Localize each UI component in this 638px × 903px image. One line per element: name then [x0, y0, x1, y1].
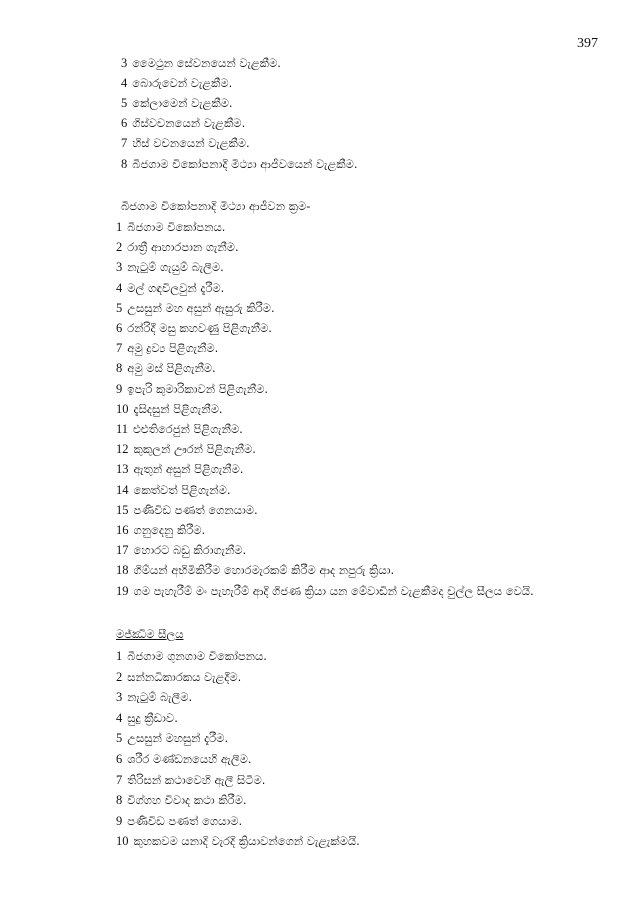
- list-item-text: විග්ගහ විවාද කථා කිරීම.: [127, 793, 247, 808]
- intro-list-item-text: බීජගාම විකෝපනාදි මිථ්‍යා ආජීවයෙන් වැළකීම.: [132, 157, 358, 171]
- list-item-text: බීජගාම ගුනගාම විකෝපනය.: [127, 649, 267, 663]
- intro-list-item-text: හිස් වචනයෙන් වැළකීම.: [132, 136, 250, 150]
- list-item-text: මල් ගඳවිලවුන් දැරීම.: [127, 280, 225, 295]
- list-item: [116, 503, 258, 517]
- list-item: [116, 523, 205, 537]
- list-item-text: අමු ද්‍රව්‍ය පිළිගැනීම.: [127, 341, 219, 356]
- list-item-number: 6: [116, 321, 123, 335]
- list-item-number: 4: [116, 280, 123, 295]
- list-item-number: 6: [116, 752, 123, 766]
- intro-list-item-number: 7: [121, 136, 128, 150]
- list-item-text: ඇතුන් අසුන් පිළිගැනීම.: [133, 462, 244, 477]
- list-item-number: 12: [116, 442, 129, 457]
- list-item: [116, 834, 360, 848]
- list-item: [116, 301, 275, 315]
- list-item-number: 16: [116, 523, 129, 537]
- list-item-text: එළුතිරෙජුන් පිළිගැනීම.: [133, 422, 243, 436]
- page-number: 397: [577, 36, 598, 51]
- list-item: [116, 321, 272, 335]
- list-item-number: 5: [116, 300, 123, 315]
- intro-list-item-number: 8: [121, 157, 128, 171]
- list-item: [116, 814, 242, 828]
- list-item-text: රන්රිදී මසු කහවණු පිළිගැනීම.: [127, 321, 272, 335]
- list-item-text: ශරීර මණ්ඩනයෙහි ඇලීම.: [127, 752, 252, 766]
- list-item-number: 4: [116, 710, 123, 725]
- list-item: [116, 483, 231, 497]
- list-item: [116, 584, 534, 598]
- list-item: [116, 341, 218, 355]
- list-item-text: රාත්‍රී ආහාරපාන ගැනීම.: [127, 240, 239, 255]
- list-item: [116, 731, 228, 745]
- list-item-number: 10: [116, 401, 129, 416]
- list-item: [116, 543, 246, 557]
- list-item-number: 9: [116, 381, 123, 396]
- section-heading: [121, 199, 310, 213]
- intro-list-item-number: 3: [121, 56, 128, 70]
- list-item: [116, 422, 243, 436]
- list-item-text: කුකුලන් ඌරන් පිළිගැනීම.: [133, 442, 256, 457]
- list-item: [116, 382, 268, 396]
- list-item: [116, 361, 216, 375]
- intro-list-item: [121, 76, 232, 90]
- list-item-text: දැසිදසුන් පිළිගැනීම.: [133, 401, 223, 416]
- list-item: [116, 649, 267, 663]
- list-item-text: ගම පැහැරීම් මං පැහැරීම් ආදි ගිජණ ක්‍රියා යන මේවාඩින් වැළකීමද චුල්ල සීලය වෙයි.: [133, 583, 534, 598]
- intro-list-item: [121, 136, 250, 150]
- intro-list-item-text: බොරුවෙන් වැළකීම.: [132, 76, 233, 90]
- list-item-number: 10: [116, 834, 129, 849]
- list-item-text: අමු මස් පිළිගැනීම.: [127, 361, 216, 376]
- list-item-number: 15: [116, 502, 129, 517]
- intro-list-item-number: 5: [121, 96, 128, 110]
- list-item-number: 1: [116, 649, 123, 663]
- intro-list-item: [121, 116, 245, 130]
- section-heading-text: බීජගාම විකෝපනාදි මිථ්‍යා ආජීවන ක්‍රම-: [121, 199, 311, 213]
- list-item-number: 2: [116, 669, 123, 684]
- list-item-number: 9: [116, 813, 123, 828]
- intro-list-item-number: 4: [121, 76, 128, 90]
- list-item-text: උසසුන් මහ අසුන් ඇසුරු කිරීම.: [127, 300, 275, 315]
- list-item-number: 19: [116, 583, 129, 598]
- list-item: [116, 462, 243, 476]
- list-item-text: ගිම්යන් අභිමිකිරීම හොරමැරකම් කිරීම ආද නපුරු ක්‍රියා.: [133, 563, 395, 578]
- list-item-text: සන්නධිකාරකය වැළදීම.: [127, 669, 242, 684]
- intro-list-item-text: මෛථුන සේවනයෙන් වැළකීම.: [132, 56, 281, 70]
- list-item-number: 8: [116, 361, 123, 376]
- list-item-number: 3: [116, 690, 123, 705]
- intro-list-item: [121, 157, 358, 171]
- list-item-text: නැටුම් ගැයුම් බැලීම.: [127, 260, 224, 275]
- list-item: [116, 670, 241, 684]
- list-item: [116, 442, 256, 456]
- list-item-number: 1: [116, 220, 123, 234]
- list-item-text: තිරිසන් කථාවෙහි ඇලී සිටීම.: [127, 772, 266, 787]
- list-item: [116, 402, 223, 416]
- list-item-text: උසසුන් මහසුන් දැරීම.: [127, 731, 229, 746]
- intro-list-item-text: කේලාමෙන් වැළකීම.: [132, 96, 233, 110]
- list-item: [116, 793, 247, 807]
- list-item-number: 11: [116, 422, 129, 436]
- list-item-number: 5: [116, 731, 123, 746]
- list-item: [116, 563, 394, 577]
- list-item: [116, 752, 252, 766]
- list-item-text: නැටුම් බැලීම.: [127, 690, 193, 705]
- list-item: [116, 690, 192, 704]
- list-item-text: කෙත්වත් පිළිගැන්ම.: [133, 482, 231, 497]
- list-item-text: ඉපැරි කුමාරිකාවන් පිළිගැනීම.: [127, 381, 269, 396]
- list-item: [116, 773, 265, 787]
- list-item-text: බීජගාම විකෝපනය.: [127, 220, 226, 234]
- section-heading: [116, 627, 183, 641]
- list-item: [116, 281, 224, 295]
- list-item-text: ගනුදෙනු කිරීම.: [133, 523, 206, 537]
- section-heading-text: මජ්ඣිම සීලය: [116, 627, 184, 641]
- list-item-text: හොරට බඩු කිරාගැනීම.: [133, 543, 247, 558]
- list-item-number: 2: [116, 240, 123, 255]
- list-item-number: 18: [116, 563, 129, 578]
- list-item-number: 17: [116, 543, 129, 558]
- intro-list-item-text: ගිස්වචනයෙන් වැළකීම.: [132, 116, 246, 130]
- intro-list-item-number: 6: [121, 116, 128, 130]
- intro-list-item: [121, 56, 281, 70]
- list-item-text: පණිවිඩ පණත් ගෙයාම.: [127, 813, 243, 828]
- list-item-number: 7: [116, 341, 123, 356]
- list-item: [116, 711, 178, 725]
- list-item: [116, 260, 224, 274]
- list-item-text: පණිවිඩ පණත් ගෙනයාම.: [133, 502, 258, 517]
- list-item-number: 14: [116, 482, 129, 497]
- list-item-text: සුදු ක්‍රීඩාව.: [127, 710, 178, 725]
- list-item-number: 13: [116, 462, 129, 477]
- intro-list-item: [121, 96, 233, 110]
- list-item-text: කුහකවම යනාදි වැරදි ක්‍රියාවන්ගෙන් වැළැක්මයි.: [133, 834, 360, 849]
- list-item-number: 3: [116, 260, 123, 275]
- list-item: [116, 240, 239, 254]
- list-item-number: 8: [116, 793, 123, 808]
- list-item-number: 7: [116, 772, 123, 787]
- list-item: [116, 220, 225, 234]
